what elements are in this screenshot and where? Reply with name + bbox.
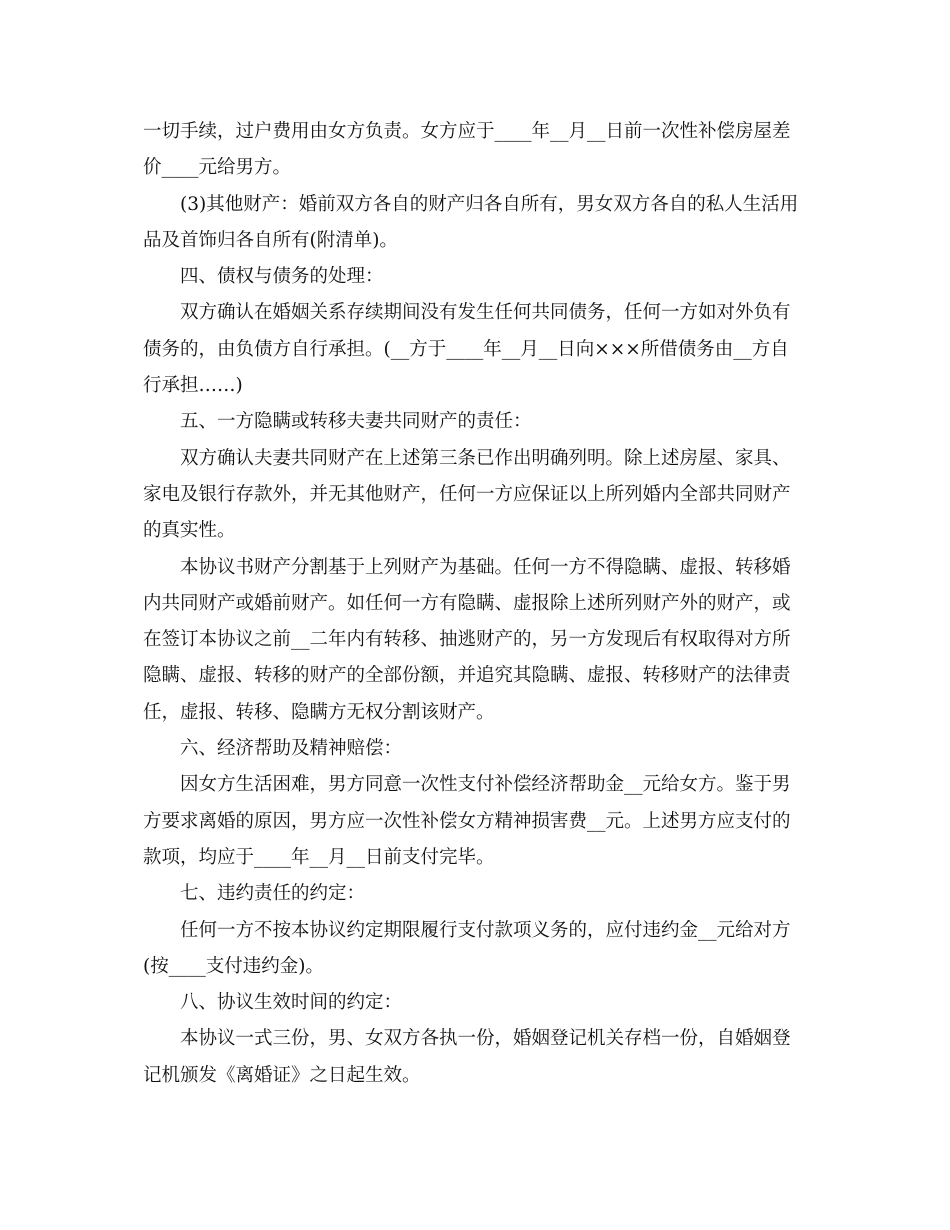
section-7-heading: [143, 876, 808, 912]
text-line: 因女方生活困难，男方同意一次性支付补偿经济帮助金__元给女方。鉴于男: [180, 774, 791, 796]
text-line: 双方确认夫妻共同财产在上述第三条已作出明确列明。除上述房屋、家具、: [180, 447, 791, 469]
text-line: (按____支付违约金)。: [143, 955, 324, 977]
text-line: 价____元给男方。: [143, 157, 292, 179]
compensation-paragraph: [143, 767, 808, 876]
text-line: 双方确认在婚姻关系存续期间没有发生任何共同债务，任何一方如对外负有: [180, 302, 791, 324]
text-line: 六、经济帮助及精神赔偿：: [180, 738, 403, 760]
text-line: 隐瞒、虚报、转移的财产的全部份额，并追究其隐瞒、虚报、转移财产的法律责: [143, 665, 791, 687]
effective-date-paragraph: [143, 1021, 808, 1094]
text-line: 行承担……): [143, 375, 243, 397]
section-5-heading: [143, 404, 808, 440]
text-line: 款项，均应于____年__月__日前支付完毕。: [143, 846, 495, 868]
text-line: 一切手续，过户费用由女方负责。女方应于____年__月__日前一次性补偿房屋差: [143, 121, 791, 142]
text-line: 四、债权与债务的处理：: [180, 266, 384, 288]
section-4-heading: [143, 259, 808, 295]
text-line: 八、协议生效时间的约定：: [180, 992, 403, 1014]
text-line: 任何一方不按本协议约定期限履行支付款项义务的，应付违约金__元给对方: [180, 919, 791, 941]
joint-property-paragraph: [143, 441, 808, 550]
text-line: 任，虚报、转移、隐瞒方无权分割该财产。: [143, 701, 495, 723]
text-line: 七、违约责任的约定：: [180, 883, 366, 905]
concealment-paragraph: [143, 550, 808, 731]
document-body: [143, 114, 808, 1094]
text-line: 方要求离婚的原因，男方应一次性补偿女方精神损害费__元。上述男方应支付的: [143, 810, 791, 832]
other-property-paragraph: [143, 187, 808, 260]
text-line: 在签订本协议之前__二年内有转移、抽逃财产的，另一方发现后有权取得对方所: [143, 629, 791, 651]
text-line: 本协议书财产分割基于上列财产为基础。任何一方不得隐瞒、虚报、转移婚: [180, 556, 791, 578]
text-line: 五、一方隐瞒或转移夫妻共同财产的责任：: [180, 411, 532, 433]
text-line: 的真实性。: [143, 520, 236, 542]
breach-paragraph: [143, 913, 808, 986]
text-line: 记机颁发《离婚证》之日起生效。: [143, 1064, 421, 1086]
text-line: 本协议一式三份，男、女双方各执一份，婚姻登记机关存档一份，自婚姻登: [180, 1028, 791, 1050]
text-line: (3)其他财产：婚前双方各自的财产归各自所有，男女双方各自的私人生活用: [180, 193, 799, 215]
text-line: 债务的，由负债方自行承担。(__方于____年__月__日向×××所借债务由__方自: [143, 338, 789, 360]
text-line: 家电及银行存款外，并无其他财产，任何一方应保证以上所列婚内全部共同财产: [143, 483, 791, 505]
clause-3-continued-paragraph: [143, 114, 808, 187]
text-line: 品及首饰归各自所有(附清单)。: [143, 229, 398, 251]
section-6-heading: [143, 731, 808, 767]
text-line: 内共同财产或婚前财产。如任何一方有隐瞒、虚报除上述所列财产外的财产，或: [143, 592, 791, 614]
section-8-heading: [143, 985, 808, 1021]
debt-paragraph: [143, 295, 808, 404]
